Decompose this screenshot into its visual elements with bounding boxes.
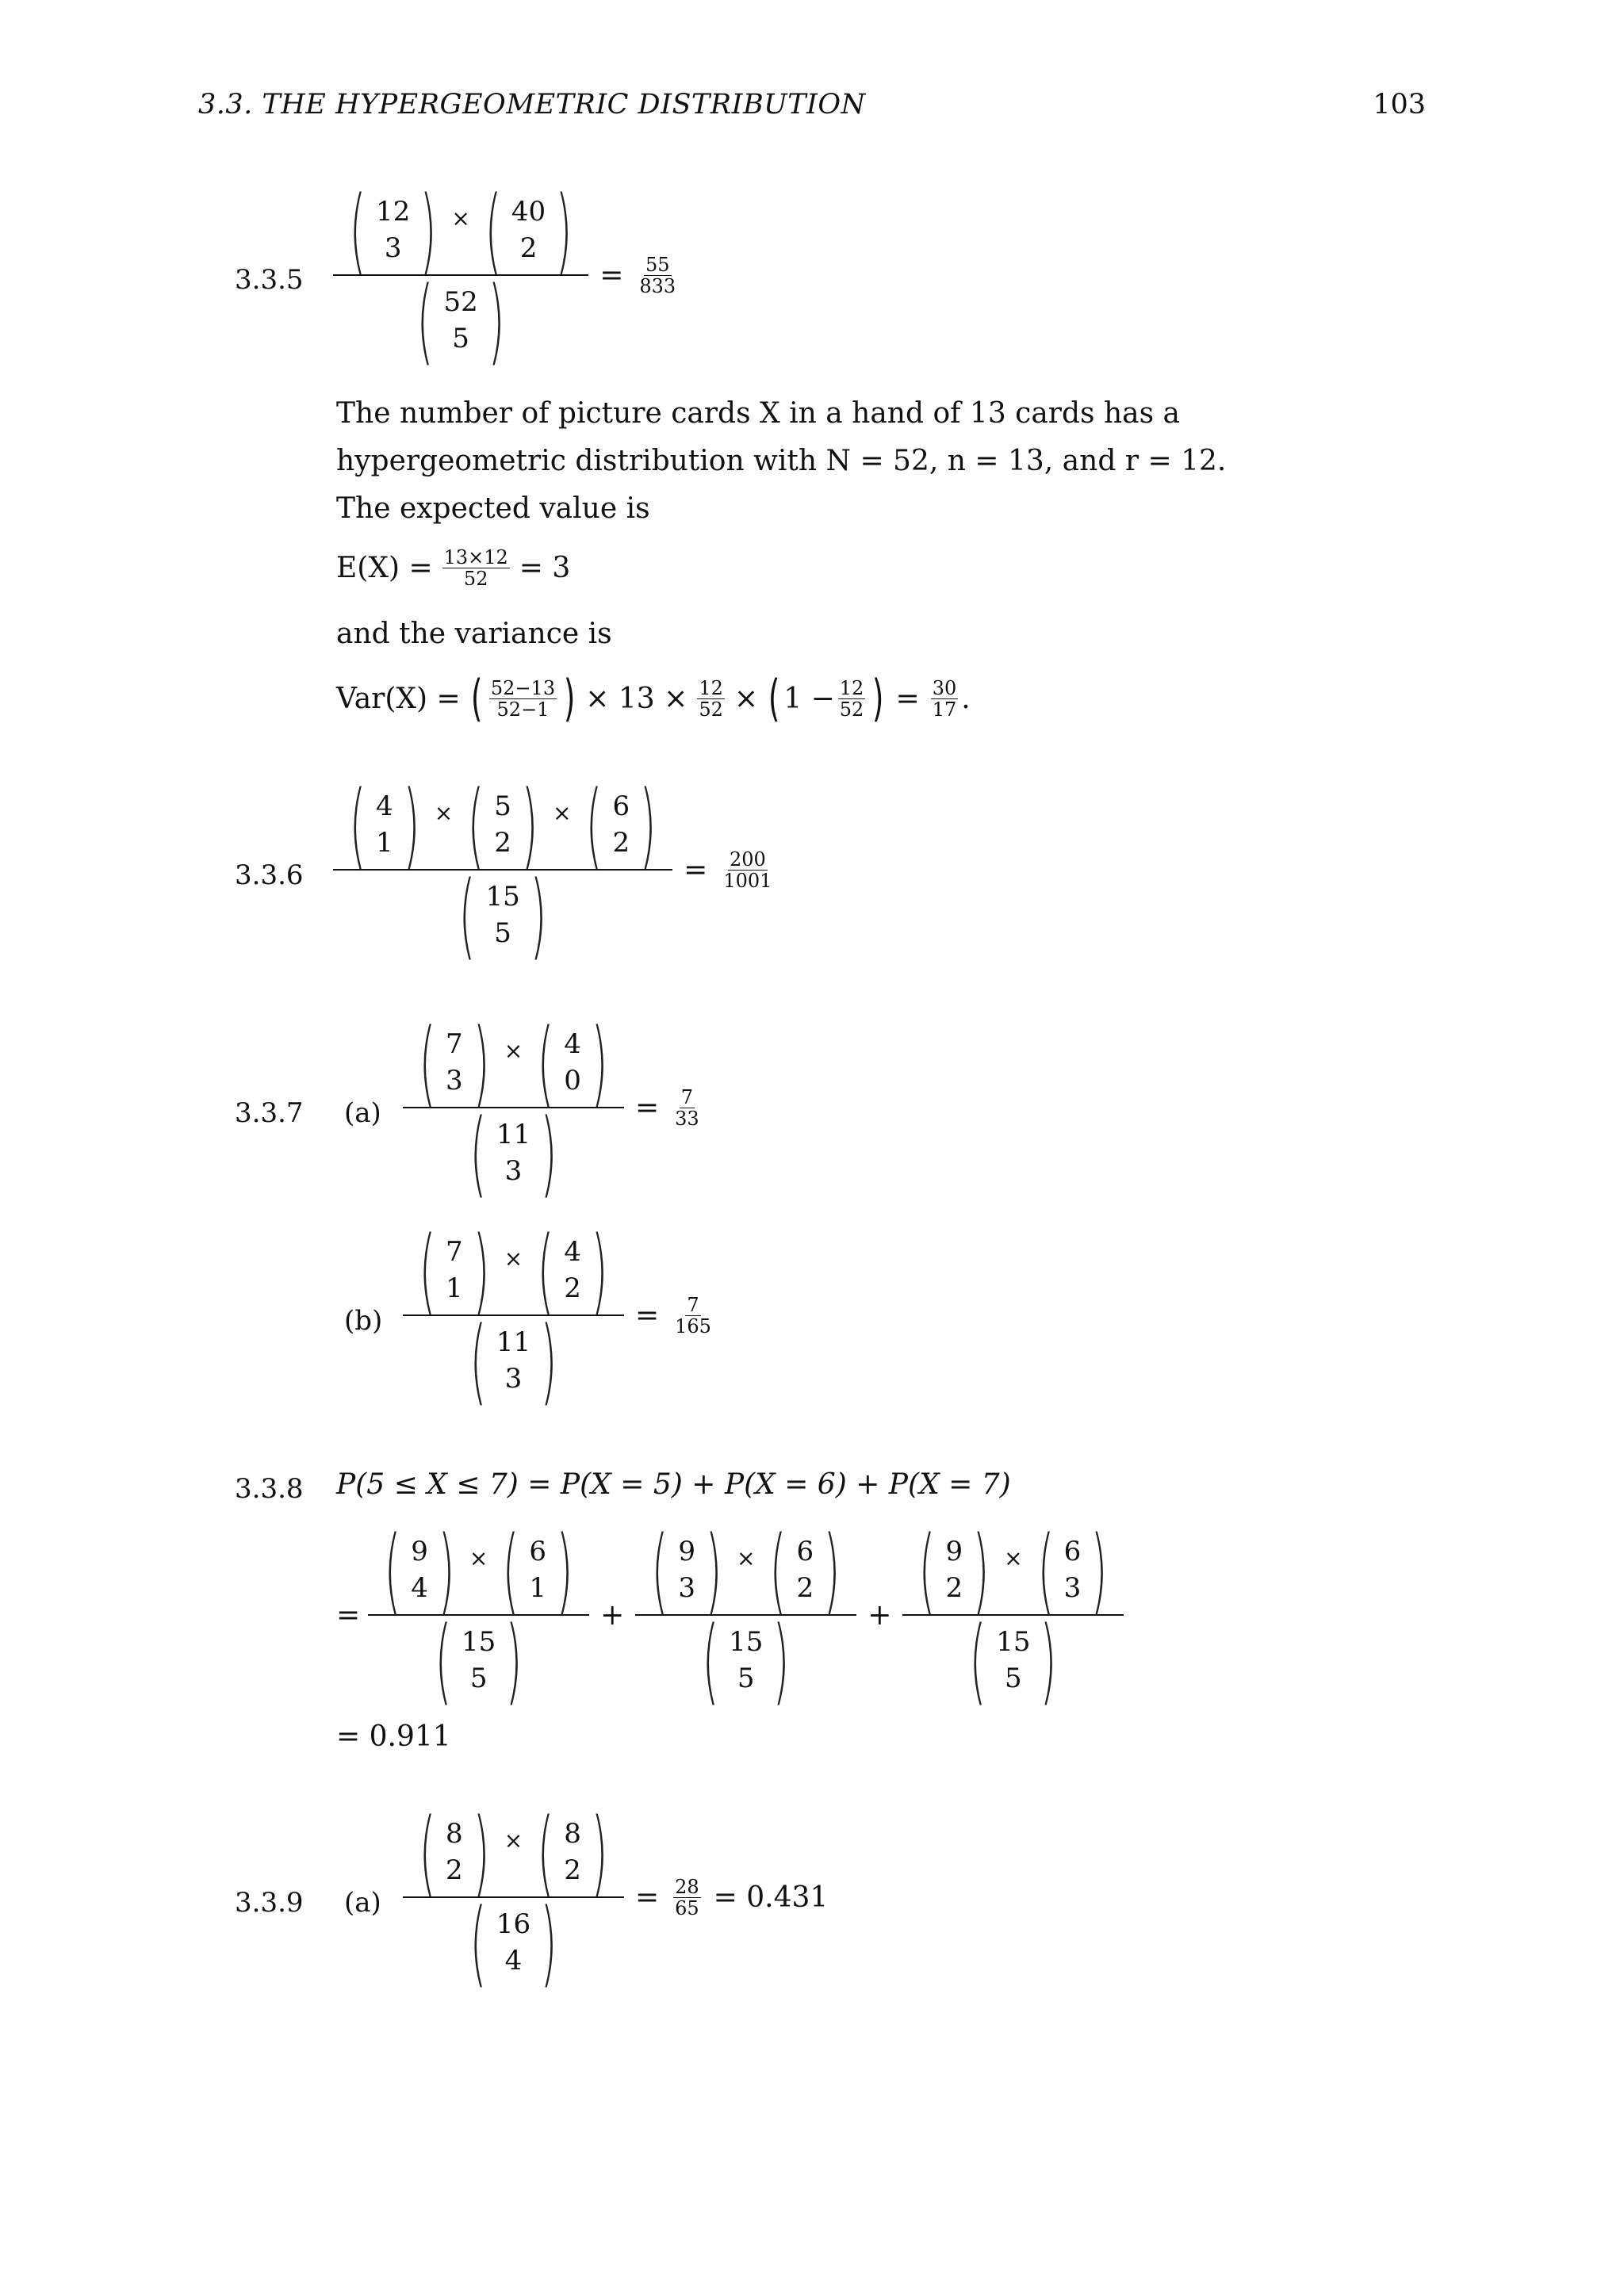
result: = 0.911 bbox=[336, 1720, 451, 1753]
variance-equation: Var(X) = ( 52−13 52−1 ) × 13 × $\frac{12}{52}$ × ( 1 − $\frac{12}{52}$ ) = $\frac{30}{17}$ . bbox=[336, 669, 971, 727]
probability-expression: P(5 ≤ X ≤ 7) = P(X = 5) + P(X = 6) + P(X = 7) bbox=[336, 1468, 1011, 1501]
exercise-number-3-3-5: 3.3.5 bbox=[235, 264, 304, 296]
binomial: ( 40 2 ) bbox=[485, 175, 573, 285]
equation-3-3-7b: ( 7 1 ) × ( 4 2 ) ( 11 3 ) = $\frac{7}{165}$ bbox=[403, 1230, 716, 1400]
part-label: (b) bbox=[344, 1305, 383, 1337]
fraction: ( 12 3 ) × ( 40 2 ) ( 52 5 ) bbox=[333, 190, 588, 360]
equation-3-3-6: ( 4 1 ) × ( 5 2 ) × ( 6 2 ) ( 15 5 ) = $\frac{200}{1001}$ bbox=[333, 785, 776, 955]
exercise-number-3-3-9: 3.3.9 bbox=[235, 1887, 304, 1919]
exercise-number-3-3-7: 3.3.7 bbox=[235, 1097, 304, 1129]
exercise-number-3-3-8: 3.3.8 bbox=[235, 1473, 304, 1505]
equation-3-3-9a: ( 8 2 ) × ( 8 2 ) ( 16 4 ) = $\frac{28}{65}$ = 0.431 bbox=[403, 1812, 828, 1982]
paragraph: The number of picture cards X in a hand of 13 cards has a hypergeometric distribution with N = 52, n = 13, and r = 12. The expected value is bbox=[336, 397, 1227, 525]
part-label: (a) bbox=[344, 1887, 381, 1919]
equation-3-3-7a: ( 7 3 ) × ( 4 0 ) ( 11 3 ) = $\frac{7}{33}$ bbox=[403, 1023, 704, 1192]
binomial: ( 52 5 ) bbox=[417, 266, 505, 375]
equation-3-3-8: = ( 9 4 ) × ( 6 1 ) ( 15 5 ) + ( 9 3 ) × ( 6 2 ) ( 15 5 ) + ( 9 2 ) × ( 6 3 ) ( 15 5 ) bbox=[336, 1530, 1124, 1700]
expected-value-equation: E(X) = $\frac{13\times 12}{52}$ = 3 bbox=[336, 546, 571, 590]
part-label: (a) bbox=[344, 1097, 381, 1129]
equation-3-3-5: ( 12 3 ) × ( 40 2 ) ( 52 5 ) = $\frac{55}{833}$ bbox=[333, 190, 680, 360]
exercise-number-3-3-6: 3.3.6 bbox=[235, 859, 304, 891]
binomial: ( 12 3 ) bbox=[349, 175, 437, 285]
running-title: 3.3. THE HYPERGEOMETRIC DISTRIBUTION bbox=[198, 89, 866, 121]
result-fraction: $\frac{55}{833}$ bbox=[639, 253, 676, 297]
paragraph: and the variance is bbox=[336, 618, 612, 650]
page-number: 103 bbox=[1373, 89, 1426, 121]
